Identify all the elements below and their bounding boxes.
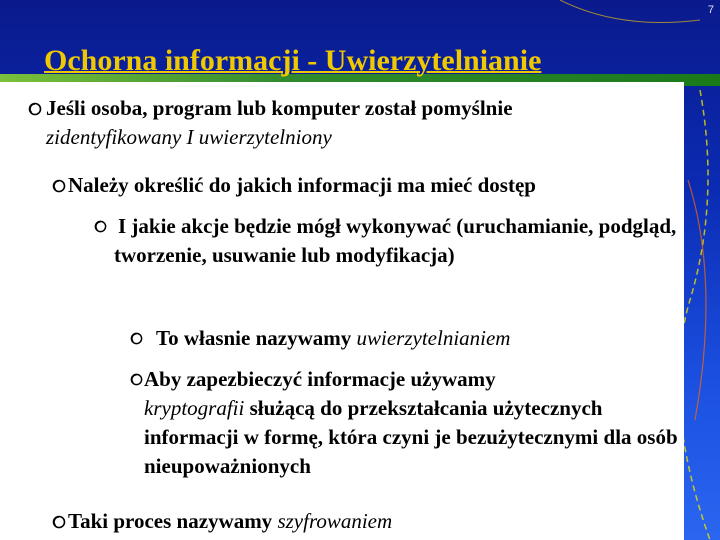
bullet-icon xyxy=(52,515,66,529)
bullet-item-5 xyxy=(130,365,690,481)
bullet-icon xyxy=(130,332,143,345)
bullet-4-text: To własnie nazywamy xyxy=(156,326,357,350)
bullet-item-3 xyxy=(94,212,684,270)
slide-title: Ochorna informacji - Uwierzytelnianie xyxy=(44,44,542,77)
bullet-item-1 xyxy=(28,94,678,152)
bullet-item-6 xyxy=(52,507,692,536)
bullet-6-emphasis: szyfrowaniem xyxy=(277,509,393,533)
bullet-icon xyxy=(28,102,42,116)
bullet-item-4 xyxy=(130,324,670,353)
bullet-icon xyxy=(52,179,66,193)
bullet-icon xyxy=(130,373,143,386)
bullet-item-2 xyxy=(52,171,692,200)
bullet-6-text: Taki proces nazywamy xyxy=(68,509,278,533)
bullet-1-line-1: Jeśli osoba, program lub komputer został pomyślnie xyxy=(46,96,513,120)
bullet-icon xyxy=(94,220,107,233)
bullet-5-emphasis: kryptografii xyxy=(144,396,245,420)
bullet-1-line-2: zidentyfikowany I uwierzytelniony xyxy=(46,125,332,149)
bullet-5-text-a: Aby zapezbieczyć informacje używamy xyxy=(144,367,496,391)
bullet-5-text-c: służącą do przekształcania użytecznych informacji w formę, która czyni je bezużytecznymi dla osób nieupoważnionych xyxy=(144,396,678,478)
bullet-4-emphasis: uwierzytelnianiem xyxy=(356,326,511,350)
page-number: 7 xyxy=(707,4,714,16)
bullet-2-text: Należy określić do jakich informacji ma mieć dostęp xyxy=(68,173,536,197)
bullet-3-text: I jakie akcje będzie mógł wykonywać (uruchamianie, podgląd, tworzenie, usuwanie lub modyfikacja) xyxy=(114,214,677,267)
